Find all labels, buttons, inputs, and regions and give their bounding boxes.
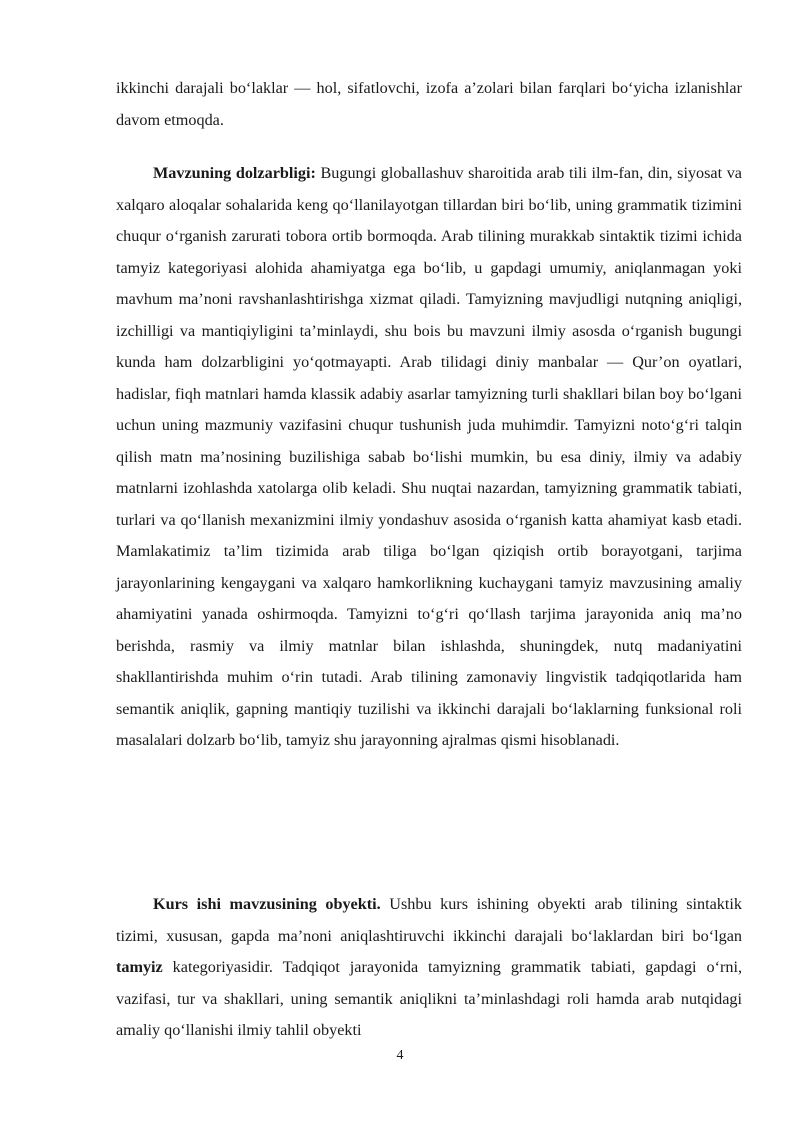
section-heading-object: Kurs ishi mavzusining obyekti. [153,895,381,913]
paragraph-text: Bugungi globallashuv sharoitida arab tili ilm-fan, din, siyosat va xalqaro aloqalar sohalarida keng qo‘llanilayotgan tillardan biri bo‘lib, uning grammatik tizimini chuqur o‘rganish zarurati tobora ortib bormoqda. Arab tilining murakkab sintaktik tizimi ichida tamyiz kategoriyasi alohida ahamiyatga ega bo‘lib, u gapdagi umumiy, aniqlanmagan yoki mavhum ma’noni ravshanlashtirishga xizmat qiladi. Tamyizning mavjudligi nutqning aniqligi, izchilligi va mantiqiyligini ta’minlaydi, shu bois bu mavzuni ilmiy asosda o‘rganish bugungi kunda ham dolzarbligini yo‘qotmayapti. Arab tilidagi diniy manbalar — Qur’on oyatlari, hadislar, fiqh matnlari hamda klassik adabiy asarlar tamyizning turli shakllari bilan boy bo‘lgani uchun uning mazmuniy vazifasini chuqur tushunish juda muhimdir. Tamyizni noto‘g‘ri talqin qilish matn ma’nosining buzilishiga sabab bo‘lishi mumkin, bu esa diniy, ilmiy va adabiy matnlarni izohlashda xatolarga olib keladi. Shu nuqtai nazardan, tamyizning grammatik tabiati, turlari va qo‘llanish mexanizmini ilmiy yondashuv asosida o‘rganish katta ahamiyat kasb etadi. Mamlakatimiz ta’lim tizimida arab tiliga bo‘lgan qiziqish ortib borayotgani, tarjima jarayonlarining kengaygani va xalqaro hamkorlikning kuchaygani tamyiz mavzusining amaliy ahamiyatini yanada oshirmoqda. Tamyizni to‘g‘ri qo‘llash tarjima jarayonida aniq ma’no berishda, rasmiy va ilmiy matnlar bilan ishlashda, shuningdek, nutq madaniyatini shakllantirishda muhim o‘rin tutadi. Arab tilining zamonaviy lingvistik tadqiqotlarida ham semantik aniqlik, gapning mantiqiy tuzilishi va ikkinchi darajali bo‘laklarning funksional roli masalalari dolzarb bo‘lib, tamyiz shu jarayonning ajralmas qismi hisoblanadi. [116,164,742,749]
page-number: 4 [396,1048,404,1063]
paragraph-text: kategoriyasidir. Tadqiqot jarayonida tamyizning grammatik tabiati, gapdagi o‘rni, vazifasi, tur va shakllari, uning semantik aniqlikni ta’minlashdagi roli hamda arab nutqidagi amaliy qo‘llanishi ilmiy tahlil obyekti [116,958,742,1039]
paragraph-object [116,889,742,1047]
paragraph-relevance [116,158,742,757]
paragraph-continuation [116,73,742,136]
paragraph-body [116,889,742,1047]
bold-term: tamyiz [116,958,163,976]
paragraph-body [116,158,742,757]
section-heading-relevance: Mavzuning dolzarbligi: [153,164,316,182]
paragraph-text: Ushbu kurs ishining obyekti arab tilining sintaktik tizimi, xususan, gapda ma’noni aniqlashtiruvchi ikkinchi darajali bo‘laklardan biri bo‘lgan [116,895,742,945]
paragraph-text: ikkinchi darajali bo‘laklar — hol, sifatlovchi, izofa a’zolari bilan farqlari bo‘yicha izlanishlar davom etmoqda. [116,79,742,129]
